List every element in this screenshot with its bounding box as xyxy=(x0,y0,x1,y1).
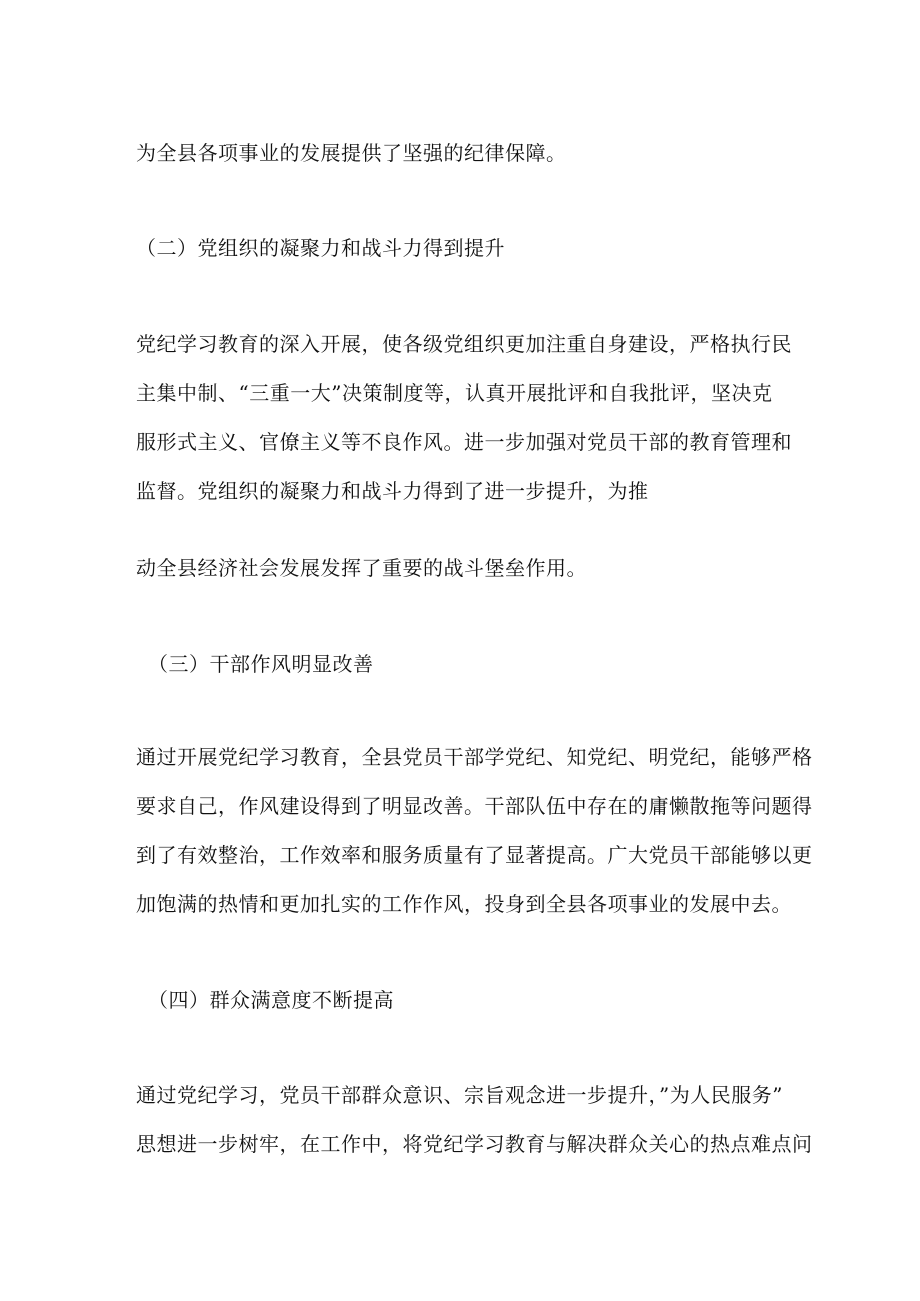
paragraph-3-line-3: 到了有效整治，工作效率和服务质量有了显著提高。广大党员干部能够以更 xyxy=(136,843,813,867)
section-heading-3: （三）干部作风明显改善 xyxy=(148,652,374,676)
paragraph-1-line-1: 为全县各项事业的发展提供了坚强的纪律保障。 xyxy=(136,141,567,165)
paragraph-2-line-3: 服形式主义、官僚主义等不良作风。进一步加强对党员干部的教育管理和 xyxy=(136,430,792,454)
paragraph-2-line-5: 动全县经济社会发展发挥了重要的战斗堡垒作用。 xyxy=(136,556,587,580)
paragraph-2-line-4: 监督。党组织的凝聚力和战斗力得到了进一步提升，为推 xyxy=(136,479,649,503)
paragraph-3-line-1: 通过开展党纪学习教育，全县党员干部学党纪、知党纪、明党纪，能够严格 xyxy=(136,745,813,769)
section-heading-2: （二）党组织的凝聚力和战斗力得到提升 xyxy=(136,236,505,260)
section-heading-4: （四）群众满意度不断提高 xyxy=(148,988,394,1012)
paragraph-3-line-2: 要求自己，作风建设得到了明显改善。干部队伍中存在的庸懒散拖等问题得 xyxy=(136,794,813,818)
paragraph-3-line-4: 加饱满的热情和更加扎实的工作作风，投身到全县各项事业的发展中去。 xyxy=(136,892,792,916)
paragraph-4-line-2: 思想进一步树牢，在工作中，将党纪学习教育与解决群众关心的热点难点问 xyxy=(136,1132,813,1156)
paragraph-4-line-1: 通过党纪学习，党员干部群众意识、宗旨观念进一步提升，”为人民服务” xyxy=(136,1083,783,1107)
paragraph-2-line-2: 主集中制、“三重一大”决策制度等，认真开展批评和自我批评，坚决克 xyxy=(136,381,773,405)
paragraph-2-line-1: 党纪学习教育的深入开展，使各级党组织更加注重自身建设，严格执行民 xyxy=(136,332,792,356)
